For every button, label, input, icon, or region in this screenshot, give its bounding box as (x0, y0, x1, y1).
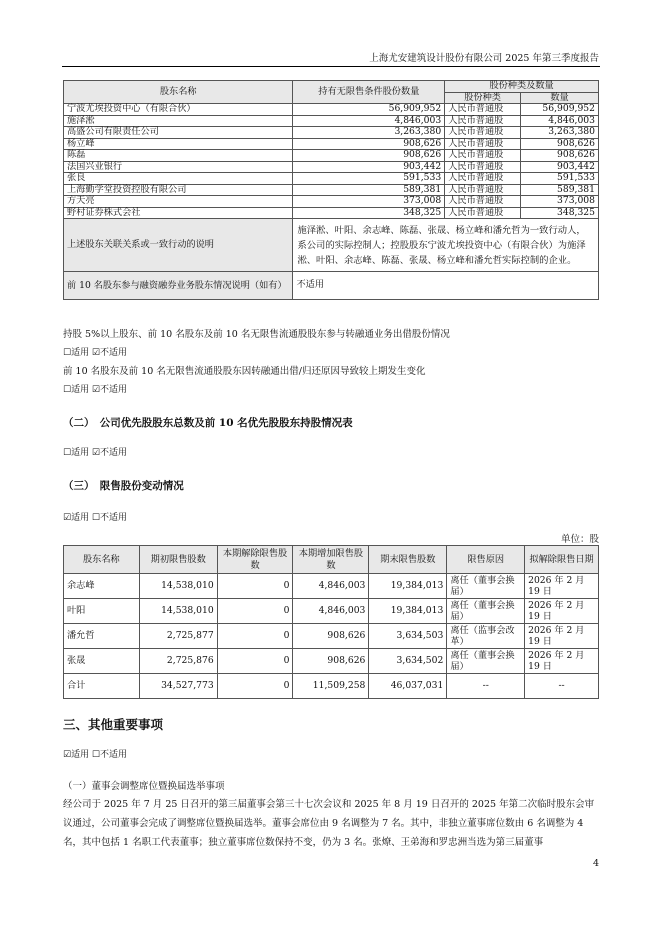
shareholder-name: 上海勤学堂投资控股有限公司 (64, 184, 293, 196)
share-type: 人民币普通股 (445, 161, 521, 173)
share-qty: 908,626 (521, 150, 599, 162)
release-date: 2026 年 2 月 19 日 (525, 624, 599, 649)
col-start-restricted: 期初限售股数 (139, 546, 217, 574)
reason: -- (447, 674, 525, 699)
preferred-checkbox[interactable]: ☐适用 ☑不适用 (63, 448, 127, 458)
table-row (64, 138, 599, 150)
unit-label: 单位：股 (560, 534, 599, 545)
table-row (64, 624, 599, 649)
margin-trading-label: 前 10 名股东参与融资融券业务股东情况说明（如有） (64, 272, 293, 300)
added: 11,509,258 (293, 674, 369, 699)
share-qty: 589,381 (521, 184, 599, 196)
reason: 离任（监事会改革） (447, 624, 525, 649)
reason: 离任（董事会换届） (447, 574, 525, 599)
unrestricted-shares: 908,626 (293, 150, 445, 162)
holder-name: 张晟 (64, 649, 140, 674)
col-end-restricted: 期末限售股数 (369, 546, 447, 574)
released: 0 (217, 649, 293, 674)
col-holder: 股东名称 (64, 546, 140, 574)
table-row (64, 674, 599, 699)
col-unrestricted-shares: 持有无限售条件股份数量 (293, 81, 445, 104)
release-date: 2026 年 2 月 19 日 (525, 599, 599, 624)
col-added: 本期增加限售股数 (293, 546, 369, 574)
end-restricted: 3,634,502 (369, 649, 447, 674)
release-date: 2026 年 2 月 19 日 (525, 574, 599, 599)
col-reason: 限售原因 (447, 546, 525, 574)
unrestricted-shares: 908,626 (293, 138, 445, 150)
table-row (64, 173, 599, 185)
shareholder-name: 法国兴业银行 (64, 161, 293, 173)
share-type: 人民币普通股 (445, 127, 521, 139)
top-shareholders-table (63, 80, 599, 300)
end-restricted: 19,384,013 (369, 599, 447, 624)
sub1-text: 经公司于 2025 年 7 月 25 日召开的第三届董事会第三十七次会议和 2025 年 8 月 19 日召开的 2025 年第二次临时股东会审议通过，公司董事会完成了调整席位暨换届选举。董事会席位由 9 名调整为 7 名。其中，非独立董事席位数由 6 名调整为 4 名，其中包括 1 名职工代表董事；独立董事席位数保持不变，仍为 3 名。张燎、王弟海和罗忠洲当选为第三届董事 (63, 799, 595, 848)
share-qty: 4,846,003 (521, 115, 599, 127)
unrestricted-shares: 591,533 (293, 173, 445, 185)
table-row (64, 161, 599, 173)
sub1-title: （一）董事会调整席位暨换届选举事项 (63, 781, 225, 792)
released: 0 (217, 574, 293, 599)
table-row (64, 104, 599, 116)
reason: 离任（董事会换届） (447, 599, 525, 624)
section-restricted-title: （三） 限售股份变动情况 (63, 480, 184, 492)
col-share-type-group: 股份种类及数量 (445, 81, 599, 93)
share-type: 人民币普通股 (445, 173, 521, 185)
share-qty: 56,909,952 (521, 104, 599, 116)
restricted-checkbox[interactable]: ☑适用 ☐不适用 (63, 513, 127, 523)
share-type: 人民币普通股 (445, 207, 521, 219)
table-row (64, 207, 599, 219)
table-row (64, 184, 599, 196)
table-row (64, 150, 599, 162)
page-number: 4 (592, 858, 599, 869)
end-restricted: 3,634,503 (369, 624, 447, 649)
added: 908,626 (293, 624, 369, 649)
start-restricted: 14,538,010 (139, 599, 217, 624)
table-row (64, 127, 599, 139)
col-share-type: 股份种类 (445, 92, 521, 104)
release-date: -- (525, 674, 599, 699)
shareholder-name: 高盛公司有限责任公司 (64, 127, 293, 139)
share-qty: 373,008 (521, 196, 599, 208)
col-share-qty: 数量 (521, 92, 599, 104)
end-restricted: 19,384,013 (369, 574, 447, 599)
share-qty: 348,325 (521, 207, 599, 219)
table-row (64, 649, 599, 674)
share-type: 人民币普通股 (445, 104, 521, 116)
relation-text: 施泽淞、叶阳、余志峰、陈磊、张晟、杨立峰和潘允哲为一致行动人，系公司的实际控制人；控股股东宁波尤埃投资中心（有限合伙）为施泽淞、叶阳、余志峰、陈磊、张晟、杨立峰和潘允哲实际控制的企业。 (293, 219, 599, 272)
released: 0 (217, 624, 293, 649)
start-restricted: 34,527,773 (139, 674, 217, 699)
released: 0 (217, 674, 293, 699)
release-date: 2026 年 2 月 19 日 (525, 649, 599, 674)
share-type: 人民币普通股 (445, 115, 521, 127)
section-other-title: 三、其他重要事项 (63, 717, 164, 732)
table-row (64, 196, 599, 208)
released: 0 (217, 599, 293, 624)
margin-trading-text: 不适用 (293, 272, 599, 300)
relation-label: 上述股东关联关系或一致行动的说明 (64, 219, 293, 272)
share-qty: 3,263,380 (521, 127, 599, 139)
share-qty: 903,442 (521, 161, 599, 173)
table-row (64, 574, 599, 599)
start-restricted: 14,538,010 (139, 574, 217, 599)
added: 4,846,003 (293, 574, 369, 599)
shareholder-name: 野村证券株式会社 (64, 207, 293, 219)
section-preferred-title: （二） 公司优先股股东总数及前 10 名优先股股东持股情况表 (63, 417, 353, 429)
holder-name: 余志峰 (64, 574, 140, 599)
shareholder-name: 宁波尤埃投资中心（有限合伙） (64, 104, 293, 116)
share-qty: 908,626 (521, 138, 599, 150)
start-restricted: 2,725,877 (139, 624, 217, 649)
table-row (64, 115, 599, 127)
shareholder-name: 张良 (64, 173, 293, 185)
start-restricted: 2,725,876 (139, 649, 217, 674)
added: 4,846,003 (293, 599, 369, 624)
end-restricted: 46,037,031 (369, 674, 447, 699)
holder-name: 叶阳 (64, 599, 140, 624)
share-type: 人民币普通股 (445, 150, 521, 162)
col-shareholder-name: 股东名称 (64, 81, 293, 104)
lending-checkbox[interactable]: ☐适用 ☑不适用 (63, 348, 127, 358)
lending-change-checkbox[interactable]: ☐适用 ☑不适用 (63, 385, 127, 395)
unrestricted-shares: 4,846,003 (293, 115, 445, 127)
reason: 离任（董事会换届） (447, 649, 525, 674)
table-row (64, 599, 599, 624)
col-released: 本期解除限售股数 (217, 546, 293, 574)
unrestricted-shares: 3,263,380 (293, 127, 445, 139)
report-header: 上海尤安建筑设计股份有限公司 2025 年第三季度报告 (369, 53, 599, 64)
unrestricted-shares: 903,442 (293, 161, 445, 173)
other-checkbox[interactable]: ☑适用 ☐不适用 (63, 750, 127, 760)
header-divider (62, 66, 600, 67)
shareholder-name: 杨立峰 (64, 138, 293, 150)
lending-paragraph: 持股 5%以上股东、前 10 名股东及前 10 名无限售流通股股东参与转融通业务出借股份情况 (63, 329, 450, 340)
unrestricted-shares: 348,325 (293, 207, 445, 219)
share-type: 人民币普通股 (445, 138, 521, 150)
added: 908,626 (293, 649, 369, 674)
shareholder-name: 陈磊 (64, 150, 293, 162)
lending-change-paragraph: 前 10 名股东及前 10 名无限售流通股股东因转融通出借/归还原因导致较上期发生变化 (63, 366, 426, 377)
unrestricted-shares: 56,909,952 (293, 104, 445, 116)
share-type: 人民币普通股 (445, 196, 521, 208)
holder-name: 潘允哲 (64, 624, 140, 649)
unrestricted-shares: 373,008 (293, 196, 445, 208)
shareholder-name: 方天亮 (64, 196, 293, 208)
share-type: 人民币普通股 (445, 184, 521, 196)
shareholder-name: 施泽淞 (64, 115, 293, 127)
holder-name: 合计 (64, 674, 140, 699)
restricted-shares-table (63, 545, 599, 699)
unrestricted-shares: 589,381 (293, 184, 445, 196)
share-qty: 591,533 (521, 173, 599, 185)
col-release-date: 拟解除限售日期 (525, 546, 599, 574)
